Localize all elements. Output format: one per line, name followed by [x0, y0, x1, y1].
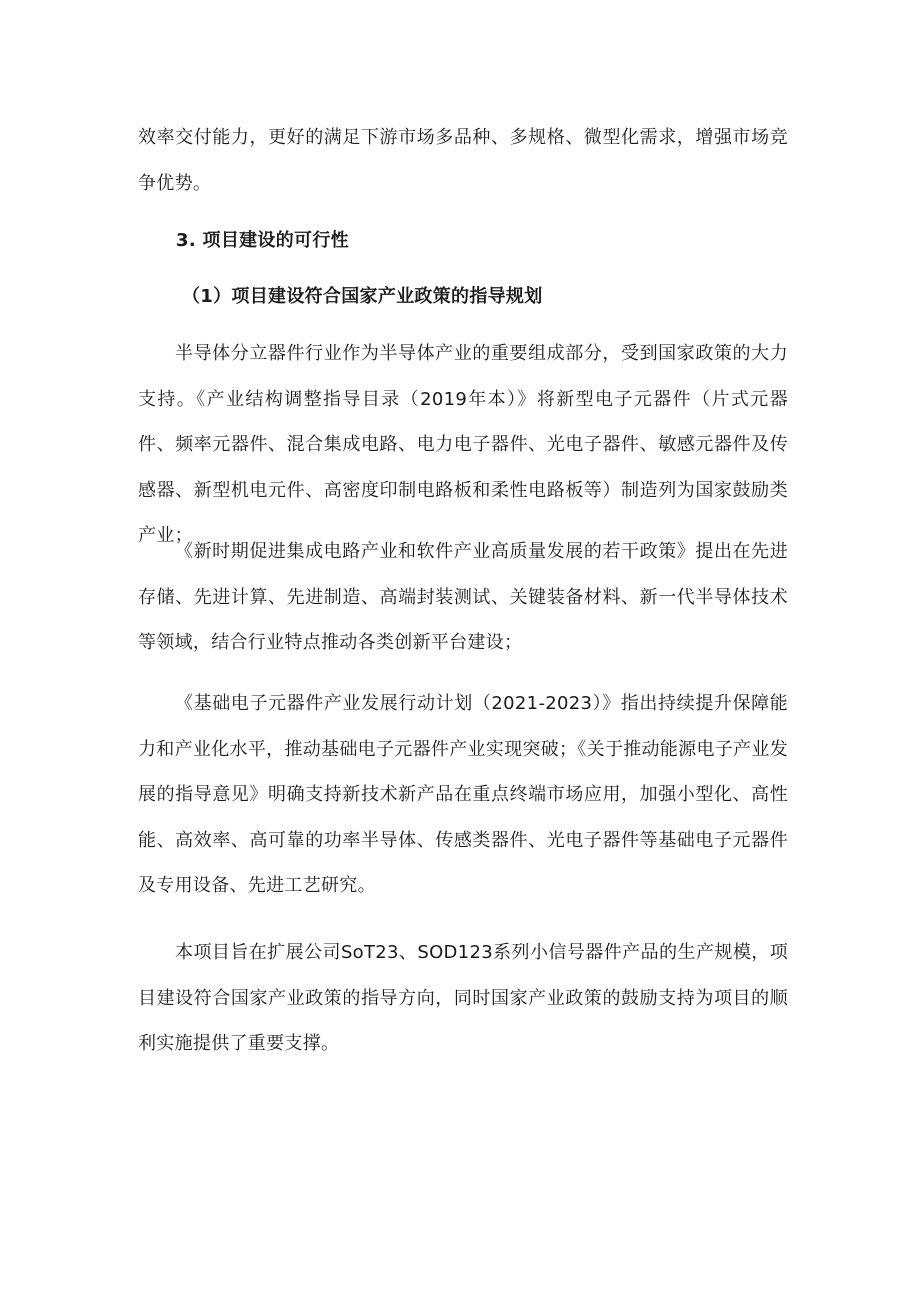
body-paragraph: 《基础电子元器件产业发展行动计划（2021-2023）》指出持续提升保障能力和产业化水平，推动基础电子元器件产业实现突破；《关于推动能源电子产业发展的指导意见》明确支持新技术新产品在重点终端市场应用，加强小型化、高性能、高效率、高可靠的功率半导体、传感类器件、光电子器件等基础电子元器件及专用设备、先进工艺研究。	[138, 693, 788, 896]
intro-continuation-paragraph: 效率交付能力，更好的满足下游市场多品种、多规格、微型化需求，增强市场竞争优势。	[138, 127, 788, 194]
subsection-heading: （1）项目建设符合国家产业政策的指导规划	[182, 286, 543, 307]
body-paragraph: 《新时期促进集成电路产业和软件产业高质量发展的若干政策》提出在先进存储、先进计算、先进制造、高端封装测试、关键装备材料、新一代半导体技术等领域，结合行业特点推动各类创新平台建设；	[138, 541, 788, 653]
body-paragraph: 半导体分立器件行业作为半导体产业的重要组成部分，受到国家政策的大力支持。《产业结构调整指导目录（2019年本）》将新型电子元器件（片式元器件、频率元器件、混合集成电路、电力电子器件、光电子器件、敏感元器件及传感器、新型机电元件、高密度印制电路板和柔性电路板等）制造列为国家鼓励类产业；	[138, 343, 788, 546]
body-paragraph: 本项目旨在扩展公司SoT23、SOD123系列小信号器件产品的生产规模，项目建设符合国家产业政策的指导方向，同时国家产业政策的鼓励支持为项目的顺利实施提供了重要支撑。	[138, 942, 788, 1054]
section-heading: 3. 项目建设的可行性	[176, 230, 349, 251]
